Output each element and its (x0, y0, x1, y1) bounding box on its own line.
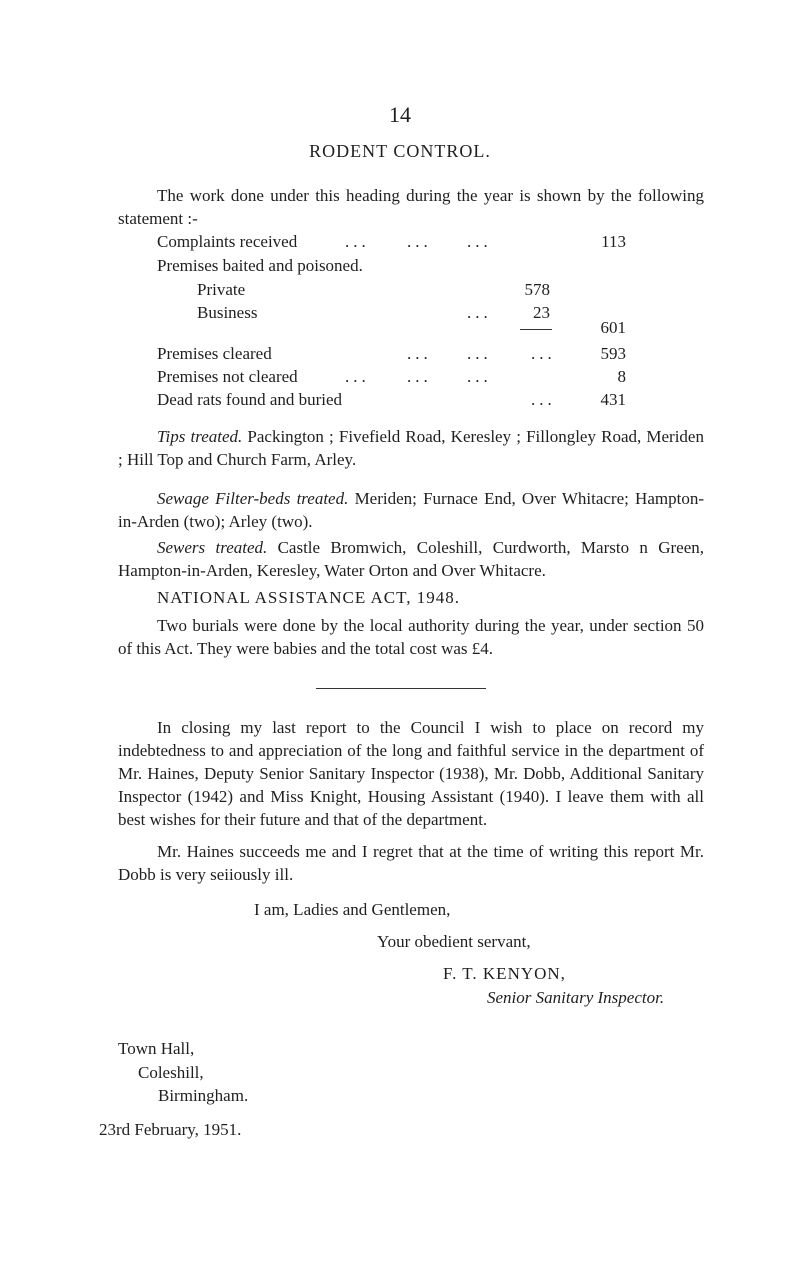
address-line-1: Town Hall, (118, 1039, 195, 1058)
closing-paragraph-2 (118, 840, 704, 886)
dot-leader: ... (531, 344, 556, 363)
closing-paragraph-1 (118, 716, 704, 831)
dot-leader: ... (467, 232, 492, 251)
valediction: Your obedient servant, (377, 932, 531, 951)
closing-text-1: In closing my last report to the Council I wish to place on record my indebtedness to and appreciation of the long and faithful service in the department of Mr. Haines, Deputy Senior Sanitary Inspector (1938), Mr. Dobb, Additional Sanitary Inspector (1942) and Miss Knight, Housing Assistant (1940). I leave them with all best wishes for their future and that of the department. (118, 718, 704, 829)
section-heading-rodent-control: RODENT CONTROL. (309, 141, 491, 161)
baited-label: Premises baited and poisoned. (157, 256, 363, 275)
address-line-2: Coleshill, (138, 1063, 204, 1082)
dot-leader: ... (467, 303, 492, 322)
dot-leader: ... (407, 232, 432, 251)
not-cleared-label: Premises not cleared (157, 367, 298, 386)
report-date: 23rd February, 1951. (99, 1120, 242, 1139)
dead-rats-value: 431 (600, 390, 626, 409)
salutation: I am, Ladies and Gentlemen, (254, 900, 451, 919)
complaints-label: Complaints received (157, 232, 298, 251)
signatory-name: F. T. KENYON, (443, 964, 566, 983)
intro-paragraph (118, 184, 704, 230)
sewage-label: Sewage Filter-beds treated. (157, 489, 349, 508)
dot-leader: ... (407, 344, 432, 363)
baited-total: 601 (600, 318, 626, 337)
business-label: Business (197, 303, 258, 322)
tips-text: Packington ; Fivefield Road, Keresley ; Fillongley Road, Meriden ; Hill Top and Church Farm, Arley. (118, 427, 704, 469)
sewers-label: Sewers treated. (157, 538, 268, 557)
tips-paragraph (118, 425, 704, 471)
dot-leader: ... (531, 390, 556, 409)
dot-leader: ... (467, 367, 492, 386)
sewage-paragraph (118, 487, 704, 533)
page-number: 14 (389, 102, 411, 127)
cleared-label: Premises cleared (157, 344, 272, 363)
private-label: Private (197, 280, 246, 299)
sewage-text: Meriden; Furnace End, Over Whitacre; Hampton-in-Arden (two); Arley (two). (118, 489, 704, 531)
sewers-paragraph (118, 536, 704, 582)
cleared-value: 593 (600, 344, 626, 363)
national-paragraph (118, 614, 704, 660)
national-assistance-heading: NATIONAL ASSISTANCE ACT, 1948. (157, 588, 461, 607)
not-cleared-value: 8 (617, 367, 626, 386)
address-line-3: Birmingham. (158, 1086, 249, 1105)
complaints-value: 113 (601, 232, 626, 251)
signatory-title: Senior Sanitary Inspector. (487, 988, 665, 1007)
dot-leader: ... (345, 232, 370, 251)
dot-leader: ... (407, 367, 432, 386)
private-value: 578 (524, 280, 550, 299)
business-value: 23 (533, 303, 550, 322)
subtotal-rule (520, 329, 552, 330)
dead-rats-label: Dead rats found and buried (157, 390, 343, 409)
closing-text-2: Mr. Haines succeeds me and I regret that at the time of writing this report Mr. Dobb is very seiiously ill. (118, 842, 704, 884)
section-divider (316, 688, 486, 689)
national-text: Two burials were done by the local authority during the year, under section 50 of this Act. They were babies and the total cost was £4. (118, 616, 704, 658)
dot-leader: ... (467, 344, 492, 363)
sewers-text: Castle Bromwich, Coleshill, Curdworth, Marsto n Green, Hampton-in-Arden, Keresley, Water Orton and Over Whitacre. (118, 538, 704, 580)
dot-leader: ... (345, 367, 370, 386)
intro-text: The work done under this heading during the year is shown by the following statement :- (118, 186, 704, 228)
tips-label: Tips treated. (157, 427, 243, 446)
